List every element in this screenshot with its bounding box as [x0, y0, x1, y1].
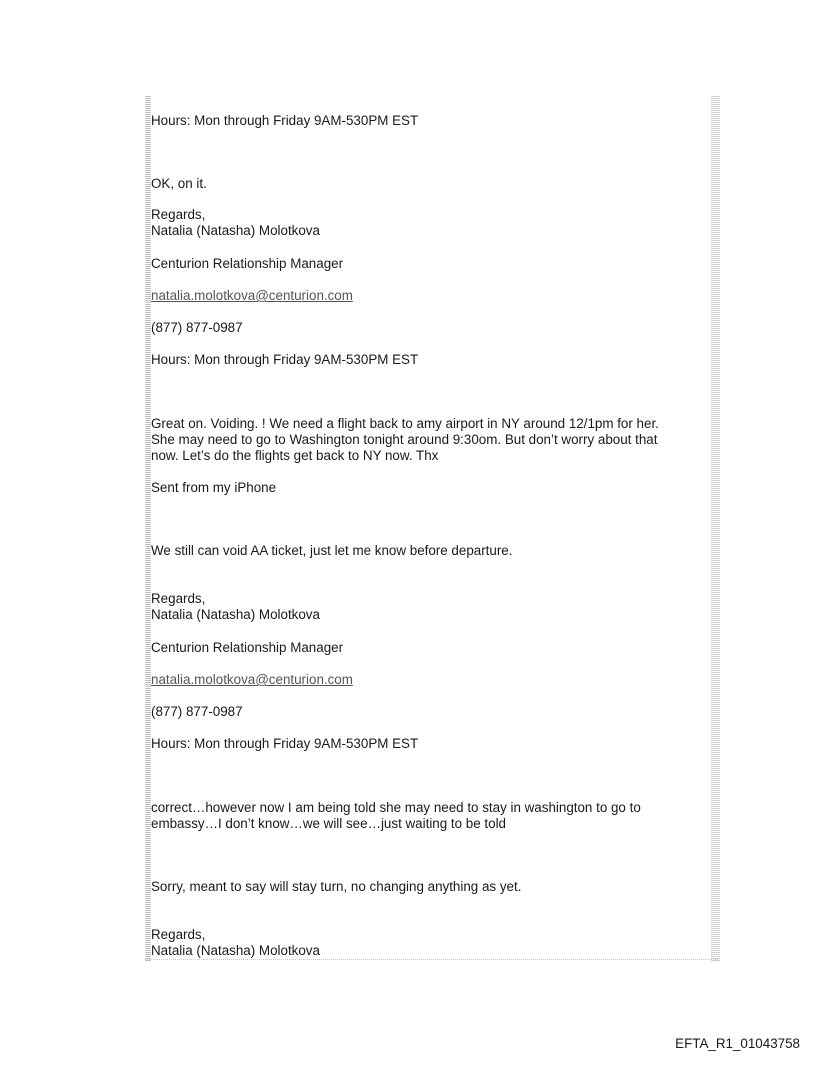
signature-email-link[interactable]: natalia.molotkova@centurion.com — [151, 288, 353, 303]
signature-title: Centurion Relationship Manager — [151, 256, 344, 271]
thread-bottom-border — [145, 959, 718, 962]
message-great-line-3: now. Let’s do the flights get back to NY now. Thx — [151, 448, 439, 463]
message-correct-line-1: correct…however now I am being told she may need to stay in washington to go to — [151, 800, 641, 815]
message-great-line-1: Great on. Voiding. ! We need a flight back to amy airport in NY around 12/1pm for her. — [151, 416, 659, 431]
message-sorry: Sorry, meant to say will stay turn, no changing anything as yet. — [151, 879, 522, 894]
thread-right-border — [711, 96, 720, 961]
signature-name: Natalia (Natasha) Molotkova — [151, 223, 320, 238]
signature-regards: Regards, — [151, 591, 206, 606]
signature-hours: Hours: Mon through Friday 9AM-530PM EST — [151, 352, 419, 367]
signature-title: Centurion Relationship Manager — [151, 640, 344, 655]
signature-hours: Hours: Mon through Friday 9AM-530PM EST — [151, 736, 419, 751]
sent-from-text: Sent from my iPhone — [151, 480, 277, 495]
signature-name: Natalia (Natasha) Molotkova — [151, 607, 320, 622]
document-id: EFTA_R1_01043758 — [675, 1036, 800, 1051]
signature-name: Natalia (Natasha) Molotkova — [151, 943, 320, 958]
signature-phone: (877) 877-0987 — [151, 704, 243, 719]
message-great-line-2: She may need to go to Washington tonight around 9:30om. But don’t worry about that — [151, 432, 658, 447]
message-void: We still can void AA ticket, just let me know before departure. — [151, 543, 513, 558]
signature-regards: Regards, — [151, 927, 206, 942]
message-ok: OK, on it. — [151, 176, 207, 191]
signature-email-link[interactable]: natalia.molotkova@centurion.com — [151, 672, 353, 687]
message-correct-line-2: embassy…I don’t know…we will see…just waiting to be told — [151, 816, 507, 831]
signature-phone: (877) 877-0987 — [151, 320, 243, 335]
hours-text: Hours: Mon through Friday 9AM-530PM EST — [151, 113, 419, 128]
signature-regards: Regards, — [151, 207, 206, 222]
